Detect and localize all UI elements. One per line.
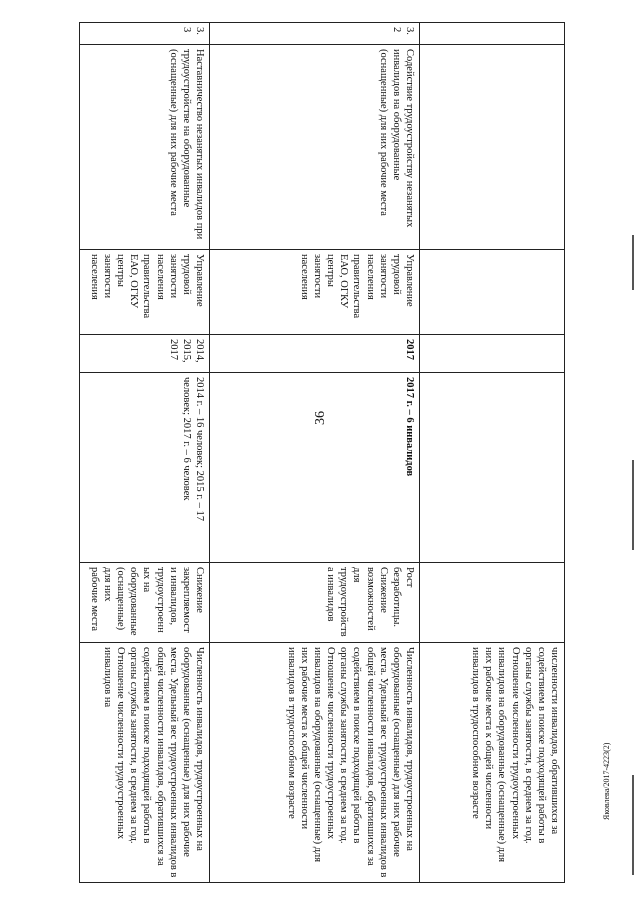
table-row: [80, 23, 210, 883]
cell-executor: [420, 250, 565, 335]
cell-years: 2014, 2015, 2017: [80, 335, 210, 373]
cell-effect: Рост безработицы. Снижение возможностей для трудоустройства инвалидов: [210, 563, 420, 643]
table-row: [420, 23, 565, 883]
cell-executor: Управление трудовой занятости населения правительства ЕАО, ОГКУ центры занятости населения: [210, 250, 420, 335]
cell-name: [420, 45, 565, 250]
page-number: 36: [313, 411, 328, 425]
cell-num: [420, 23, 565, 45]
scan-edge-mark: [632, 775, 634, 875]
cell-executor: Управление трудовой занятости населения правительства ЕАО, ОГКУ центры занятости населения: [80, 250, 210, 335]
cell-result: 2017 г. – 6 инвалидов: [210, 373, 420, 563]
cell-indicators: Численность инвалидов, трудоустроенных на оборудованные (оснащенные) для них рабочие места. Удельный вес трудоустроенных инвалидов в общей численности инвалидов, обратившихся за содействием в поиске подходящей работы в органы службы занятости, в среднем за год. Отношение численности трудоустроенных инвалидов на: [80, 643, 210, 883]
scan-edge-mark: [632, 460, 634, 550]
table-row: [210, 23, 420, 883]
cell-indicators: Численность инвалидов, трудоустроенных на оборудованные (оснащенные) для них рабочие места. Удельный вес трудоустроенных инвалидов в общей численности инвалидов, обратившихся за содействием в поиске подходящей работы в органы службы занятости, в среднем за год. Отношение численности трудоустроенных инвалидов на оборудованные (оснащенные) для них рабочие места к общей численности инвалидов в трудоспособном возрасте: [210, 643, 420, 883]
cell-effect: [420, 563, 565, 643]
cell-result: 2014 г. – 16 человек; 2015 г. – 17 человек; 2017 г. – 6 человек: [80, 373, 210, 563]
program-measures-table: [79, 22, 565, 883]
cell-years: [420, 335, 565, 373]
cell-indicators: численности инвалидов, обратившихся за содействием в поиске подходящей работы в органы службы занятости, в среднем за год. Отношение численности трудоустроенных инвалидов на оборудованные (оснащенные) для них рабочие места к общей численности инвалидов в трудоспособном возрасте: [420, 643, 565, 883]
cell-num: 3.2: [210, 23, 420, 45]
document-code: Яковлева/2017-4223(2): [602, 742, 611, 820]
cell-name: Наставничество незанятых инвалидов при трудоустройстве на оборудованные (оснащенные) для них рабочие места: [80, 45, 210, 250]
cell-num: 3.3: [80, 23, 210, 45]
cell-name: Содействие трудоустройству незанятых инвалидов на оборудованные (оснащенные) для них рабочие места: [210, 45, 420, 250]
cell-effect: Снижение закрепляемости инвалидов, трудоустроенных на оборудованные (оснащенные) для них рабочие места: [80, 563, 210, 643]
cell-years: 2017: [210, 335, 420, 373]
cell-result: [420, 373, 565, 563]
rotated-table-container: [80, 22, 565, 882]
scan-edge-mark: [632, 235, 634, 290]
